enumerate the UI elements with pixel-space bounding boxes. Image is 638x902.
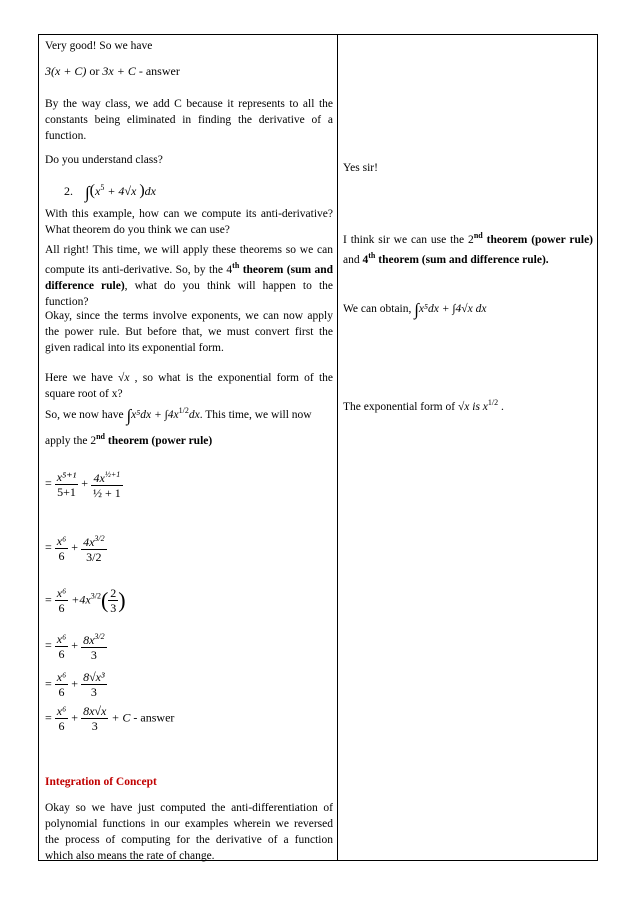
step-6-frac-2 [81, 704, 108, 733]
s1-num2 [91, 468, 123, 486]
all-right-a: All right! This time, we will apply these theorems so we can compute its anti-derivative. So, by the 4 [45, 244, 333, 276]
exp-form-is: is x [469, 400, 488, 413]
exp-form-half: 1/2 [487, 398, 499, 407]
answer-tag: - answer [135, 64, 180, 78]
step-3-frac-1 [55, 586, 69, 615]
s3-paren-den: 3 [110, 601, 117, 615]
all-right-text [45, 242, 333, 310]
step-5: = $\frac{\text{x⁶}}{6}$ + $\frac{\text{8√x³}}{3}$ [45, 670, 105, 699]
okay-so-text: Okay so we have just computed the anti-differentiation of polynomial functions in our examples wherein we reversed the process of computing for the derivative of a function which also means the rate of change. [45, 802, 333, 862]
s1-den2: ½ + 1 [93, 486, 121, 500]
step-6-frac-1 [55, 704, 69, 733]
s4-num2-exp: 3/2 [94, 632, 105, 641]
step-4: = $\frac{\text{x⁶}}{6}$ + $\frac{8x^{3/2}}{3}$ [45, 631, 105, 662]
s2-num2-base: 4x [83, 535, 95, 549]
s6-num2: 8x√x [83, 704, 107, 718]
s4-den1: 6 [58, 646, 65, 661]
answer-or: or [86, 64, 103, 78]
s5-num2: 8√x³ [83, 670, 105, 684]
apply-b: theorem (power rule) [105, 434, 213, 447]
s6-num1: x⁶ [56, 704, 67, 718]
paren-open-icon: ( [89, 182, 95, 199]
so-now-line [45, 406, 312, 426]
exp-form-end: . [498, 400, 504, 413]
all-right-th: th [232, 261, 240, 270]
step-eq: = [45, 676, 52, 691]
exp-form-sqrt: √x [457, 400, 470, 413]
yes-sir-text: Yes sir! [343, 162, 378, 174]
item-2-x: x [95, 184, 101, 198]
so-now-dx: dx [188, 409, 200, 421]
s2-den2: 3/2 [86, 550, 102, 564]
step-1: = $\frac{\text{x⁵⁺¹}}{5+1}$ + $\frac{4x^{\frac{1}{2}+1}}{\text{½ + 1}}$ [45, 469, 121, 500]
step-2: = $\frac{\text{x⁶}}{6}$ + $\frac{4x^{3/2}}{3/2}$ [45, 533, 105, 564]
integral-sign-icon: ∫ [85, 183, 90, 202]
step-1-frac-1 [55, 470, 78, 499]
item-2-exp: 5 [100, 183, 105, 192]
apply-line [45, 432, 212, 447]
all-right-c: , what do you think will happen to the function? [45, 279, 333, 308]
i-think-c: and [343, 253, 363, 266]
s5-den2: 3 [90, 685, 97, 699]
very-good-text: Very good! So we have [45, 40, 153, 52]
s1-num1: x⁵⁺¹ [56, 469, 77, 484]
step-eq: = [45, 710, 52, 725]
step-eq: = [45, 592, 52, 607]
s2-den1: 6 [58, 548, 65, 563]
s3-den1: 6 [58, 601, 65, 615]
s6-den1: 6 [58, 719, 65, 733]
step-3 [45, 586, 126, 615]
s5-den1: 6 [58, 685, 65, 699]
item-2-dx: dx [144, 184, 156, 198]
step-5-frac-2 [81, 670, 107, 699]
so-now-a: So, we now have [45, 409, 127, 421]
step-3-paren-frac [108, 586, 118, 615]
i-think-nd: nd [473, 231, 483, 240]
step-4-frac-1 [55, 632, 69, 661]
by-the-way-text: By the way class, we add C because it represents to all the constants being eliminated in finding the derivative of a function. [45, 98, 333, 142]
s4-num1: x⁶ [56, 631, 67, 646]
s4-num2 [81, 630, 107, 648]
s6-tag: - answer [130, 710, 175, 725]
s5-num1: x⁶ [56, 670, 67, 684]
here-sqrt-x: √x [118, 372, 130, 384]
s4-den2: 3 [90, 648, 97, 662]
s2-num1: x⁶ [56, 533, 67, 548]
we-can-expr: x⁵dx + ∫4√x dx [418, 303, 487, 315]
understand-text: Do you understand class? [45, 154, 163, 166]
s1-den1: 5+1 [57, 484, 76, 499]
all-right-b: theorem (sum and difference rule) [45, 263, 334, 292]
apply-a: apply the 2 [45, 434, 97, 447]
i-think-b: theorem (power rule) [482, 233, 594, 246]
so-now-expr: x⁵dx + ∫4x [131, 409, 179, 421]
i-think-d: 4 [362, 253, 369, 266]
with-example-text: With this example, how can we compute its anti-derivative? What theorem do you think we can use? [45, 208, 333, 236]
so-now-b: . This time, we will now [199, 409, 312, 421]
i-think-e: theorem (sum and difference rule). [375, 253, 549, 266]
paren-close-icon: ) [139, 182, 145, 199]
step-6: = $\frac{\text{x⁶}}{6}$ + $\frac{8x√x}{3}$ + C - answer [45, 704, 175, 733]
s2-num2-exp: 3/2 [94, 534, 105, 543]
step-5-frac-1 [55, 670, 69, 699]
here-we-have-a: Here we have [45, 372, 119, 384]
answer-1b: 3x + C [102, 64, 136, 78]
i-think-text [343, 228, 593, 268]
step-2-frac-2 [81, 532, 107, 564]
we-can-obtain: We can obtain, [343, 303, 415, 315]
answer-line-1 [45, 64, 180, 79]
column-divider [337, 34, 338, 861]
s3-paren-num: 2 [110, 586, 117, 600]
s1-num2-exp: ½+1 [104, 470, 121, 479]
s3-term: +4x [71, 592, 91, 607]
paren-open-icon: ( [100, 587, 109, 613]
integration-heading: Integration of Concept [45, 776, 157, 788]
okay-since-text: Okay, since the terms involve exponents, we can now apply the power rule. But before that, we must convert first the given radical into its exponential form. [45, 310, 333, 354]
here-we-have-b: , so what is the exponential form of the square root of x? [45, 372, 333, 400]
step-4-frac-2 [81, 630, 107, 662]
step-eq: = [45, 539, 52, 554]
item-2-expression [64, 182, 156, 203]
step-eq: = [45, 475, 52, 490]
integral-sign-icon: ∫ [414, 300, 419, 319]
s1-num2-base: 4x [93, 471, 105, 485]
item-2-middle: + 4√x [104, 184, 140, 198]
s6-den2: 3 [91, 719, 98, 733]
integral-sign-icon: ∫ [126, 406, 132, 425]
here-we-have-text [45, 370, 333, 402]
so-now-half: 1/2 [178, 406, 189, 416]
s3-exp: 3/2 [90, 591, 101, 601]
s6-c: + C [111, 710, 131, 725]
exp-form-a: The exponential form of [343, 400, 458, 413]
i-think-a: I think sir we can use the 2 [343, 233, 474, 246]
answer-1a: 3(x + C) [45, 64, 87, 78]
step-1-frac-2 [91, 468, 123, 500]
paren-close-icon: ) [118, 587, 126, 613]
apply-nd: nd [96, 432, 106, 441]
s4-num2-base: 8x [83, 633, 95, 647]
step-eq: = [45, 637, 52, 652]
s2-num2 [81, 532, 107, 550]
we-can-obtain-line [343, 300, 486, 320]
exp-form-line [343, 398, 504, 413]
item-2-number: 2. [64, 184, 73, 198]
step-2-frac-1 [55, 534, 69, 563]
i-think-th: th [368, 250, 376, 260]
s3-num1: x⁶ [56, 586, 67, 600]
